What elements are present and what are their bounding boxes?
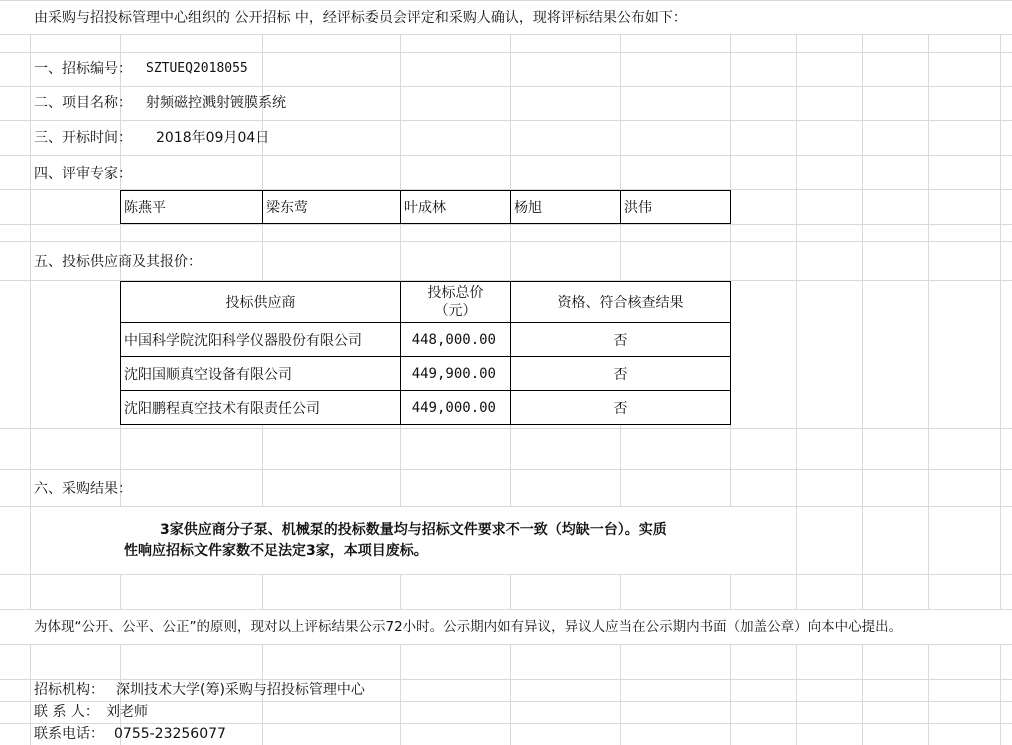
supplier-name: 中国科学院沈阳科学仪器股份有限公司	[121, 323, 401, 357]
check-result: 否	[511, 357, 731, 391]
experts-label: 四、评审专家：	[34, 166, 132, 182]
expert-name: 陈燕平	[121, 191, 263, 224]
opening-time-label: 三、开标时间：	[34, 130, 132, 146]
expert-name: 洪伟	[621, 191, 731, 224]
bid-price: 449,000.00	[401, 391, 511, 425]
org-label: 招标机构：	[34, 682, 104, 698]
public-notice: 为体现“公开、公平、公正”的原则，现对以上评标结果公示72小时。公示期内如有异议，异议人应当在公示期内书面（加盖公章）向本中心提出。	[34, 619, 903, 635]
supplier-name: 沈阳国顺真空设备有限公司	[121, 357, 401, 391]
project-name-value: 射频磁控溅射镀膜系统	[146, 95, 286, 111]
bid-number-label: 一、招标编号：	[34, 61, 132, 77]
table-row	[121, 357, 731, 391]
expert-name: 叶成林	[401, 191, 511, 224]
result-text-line1: 3家供应商分子泵、机械泵的投标数量均与招标文件要求不一致（均缺一台）。实质	[160, 522, 667, 538]
bid-price: 448,000.00	[401, 323, 511, 357]
phone-value: 0755-23256077	[114, 726, 226, 742]
result-text-line2: 性响应招标文件家数不足法定3家，本项目废标。	[124, 543, 428, 559]
org-value: 深圳技术大学(筹)采购与招投标管理中心	[116, 682, 365, 698]
check-result: 否	[511, 323, 731, 357]
check-result: 否	[511, 391, 731, 425]
expert-name: 杨旭	[511, 191, 621, 224]
experts-table	[120, 190, 731, 224]
expert-name: 梁东莺	[263, 191, 401, 224]
contact-person-label: 联 系 人：	[34, 704, 99, 720]
suppliers-label: 五、投标供应商及其报价：	[34, 254, 202, 270]
bid-table-header	[121, 282, 731, 323]
supplier-name: 沈阳鹏程真空技术有限责任公司	[121, 391, 401, 425]
project-name-label: 二、项目名称：	[34, 95, 132, 111]
header-result: 资格、符合核查结果	[511, 282, 731, 323]
experts-row	[121, 191, 731, 224]
intro-text: 由采购与招投标管理中心组织的 公开招标 中，经评标委员会评定和采购人确认，现将评标结果公布如下：	[34, 10, 687, 26]
bid-table	[120, 281, 731, 425]
table-row	[121, 391, 731, 425]
procurement-result-label: 六、采购结果：	[34, 481, 132, 497]
bid-number-value: SZTUEQ2018055	[146, 61, 248, 76]
contact-person-value: 刘老师	[106, 704, 148, 720]
phone-label: 联系电话：	[34, 726, 104, 742]
table-row	[121, 323, 731, 357]
header-price: 投标总价 （元）	[401, 282, 511, 323]
header-supplier: 投标供应商	[121, 282, 401, 323]
bid-price: 449,900.00	[401, 357, 511, 391]
opening-time-value: 2018年09月04日	[156, 130, 270, 146]
